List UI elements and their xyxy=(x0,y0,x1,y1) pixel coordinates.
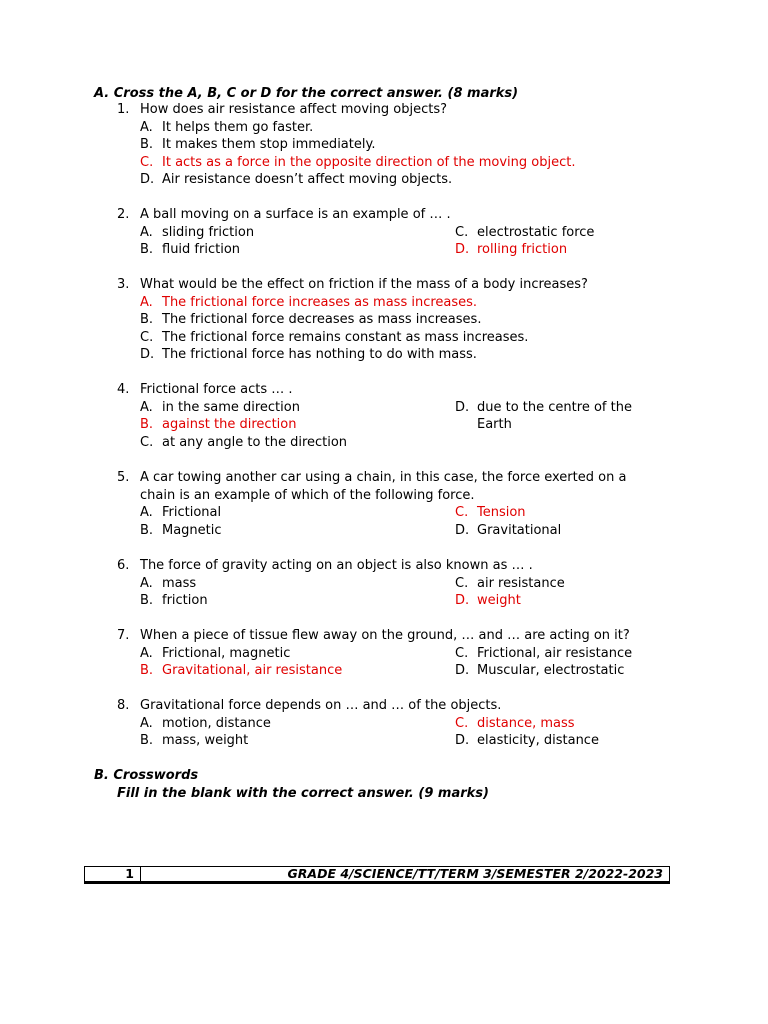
question-number: 4. xyxy=(117,382,130,397)
option-letter: B. xyxy=(140,663,154,678)
option-c[interactable] xyxy=(140,329,677,347)
option-c-correct[interactable] xyxy=(455,715,655,733)
option-letter: D. xyxy=(455,733,470,748)
option-letter: A. xyxy=(140,294,153,310)
option-a[interactable] xyxy=(140,575,455,593)
question-5 xyxy=(117,469,677,539)
option-text: distance, mass xyxy=(477,715,575,731)
question-text: The force of gravity acting on an object is also known as … . xyxy=(140,558,533,573)
page-number: 1 xyxy=(85,867,141,881)
option-text: against the direction xyxy=(162,417,297,432)
option-letter: C. xyxy=(140,329,154,345)
section-a-title: A. Cross the A, B, C or D for the correct answer. (8 marks) xyxy=(94,86,519,101)
option-d[interactable] xyxy=(140,171,677,189)
option-text: Frictional, magnetic xyxy=(162,645,291,661)
option-letter: B. xyxy=(140,417,154,432)
option-text: mass xyxy=(162,575,197,591)
option-b[interactable] xyxy=(140,136,677,154)
option-c[interactable] xyxy=(455,645,655,663)
option-c[interactable] xyxy=(455,224,655,242)
option-letter: D. xyxy=(455,242,470,257)
option-letter: A. xyxy=(140,505,153,520)
option-text: fluid friction xyxy=(162,242,241,257)
option-text: rolling friction xyxy=(477,242,568,257)
option-text: It helps them go faster. xyxy=(162,119,314,135)
option-d[interactable] xyxy=(455,662,655,680)
option-d[interactable] xyxy=(455,522,655,540)
option-letter: C. xyxy=(455,575,469,591)
option-text: It acts as a force in the opposite direction of the moving object. xyxy=(162,154,576,170)
option-text: air resistance xyxy=(477,575,565,591)
option-letter: B. xyxy=(140,312,154,327)
option-a[interactable] xyxy=(140,645,455,663)
page-footer xyxy=(84,866,670,884)
option-a[interactable] xyxy=(140,399,455,417)
option-letter: A. xyxy=(140,575,153,591)
question-6 xyxy=(117,557,677,610)
option-b[interactable] xyxy=(140,241,455,259)
option-text: sliding friction xyxy=(162,224,255,240)
question-text: How does air resistance affect moving objects? xyxy=(140,102,448,117)
option-letter: B. xyxy=(140,733,154,748)
option-text: Magnetic xyxy=(162,522,222,538)
option-letter: B. xyxy=(140,593,154,608)
option-letter: A. xyxy=(140,224,153,240)
option-text: Frictional xyxy=(162,505,222,520)
option-letter: C. xyxy=(140,154,154,170)
question-number: 6. xyxy=(117,558,130,573)
question-text: Gravitational force depends on … and … of the objects. xyxy=(140,698,502,713)
option-text: The frictional force has nothing to do with mass. xyxy=(162,347,477,362)
option-letter: D. xyxy=(455,399,470,415)
option-letter: B. xyxy=(140,242,154,257)
option-d[interactable] xyxy=(140,346,677,364)
question-7 xyxy=(117,627,677,680)
option-text: Gravitational, air resistance xyxy=(162,663,343,678)
section-b-title: B. Crosswords xyxy=(94,768,199,783)
option-text: mass, weight xyxy=(162,733,249,748)
option-d[interactable] xyxy=(455,732,655,750)
option-b[interactable] xyxy=(140,522,455,540)
option-b[interactable] xyxy=(140,311,677,329)
question-4 xyxy=(117,381,677,451)
option-text: Frictional, air resistance xyxy=(477,645,633,661)
option-text: The frictional force increases as mass increases. xyxy=(162,294,478,310)
question-number: 2. xyxy=(117,207,130,222)
option-letter: A. xyxy=(140,119,153,135)
question-number: 3. xyxy=(117,277,130,292)
option-c-correct[interactable] xyxy=(140,154,677,172)
option-a[interactable] xyxy=(140,224,455,242)
option-d[interactable] xyxy=(455,399,650,434)
option-letter: C. xyxy=(455,505,469,520)
option-b[interactable] xyxy=(140,592,455,610)
option-b-correct[interactable] xyxy=(140,416,455,434)
option-letter: D. xyxy=(140,347,155,362)
option-text: Air resistance doesn’t affect moving objects. xyxy=(162,172,453,187)
question-8 xyxy=(117,697,677,750)
option-text: electrostatic force xyxy=(477,224,595,240)
option-d-correct[interactable] xyxy=(455,241,655,259)
question-1 xyxy=(117,101,677,189)
option-text: The frictional force decreases as mass increases. xyxy=(162,312,482,327)
option-letter: D. xyxy=(455,593,470,608)
question-text: A car towing another car using a chain, in this case, the force exerted on a chain is an example of which of the following force. xyxy=(140,470,627,503)
option-b[interactable] xyxy=(140,732,455,750)
question-number: 7. xyxy=(117,628,130,643)
option-letter: C. xyxy=(455,715,469,731)
option-text: motion, distance xyxy=(162,715,271,731)
option-text: friction xyxy=(162,593,208,608)
option-c[interactable] xyxy=(140,434,455,452)
option-letter: B. xyxy=(140,137,154,152)
option-a-correct[interactable] xyxy=(140,294,677,312)
footer-text: GRADE 4/SCIENCE/TT/TERM 3/SEMESTER 2/2022-2023 xyxy=(287,866,663,881)
option-letter: A. xyxy=(140,399,153,415)
question-number: 5. xyxy=(117,470,130,485)
option-text: Tension xyxy=(477,505,526,520)
option-text: It makes them stop immediately. xyxy=(162,137,376,152)
option-text: weight xyxy=(477,593,521,608)
question-text: Frictional force acts … . xyxy=(140,382,293,397)
option-text: Gravitational xyxy=(477,522,562,538)
option-a[interactable] xyxy=(140,504,455,522)
option-c-correct[interactable] xyxy=(455,504,655,522)
option-letter: B. xyxy=(140,522,154,538)
option-text: due to the centre of the Earth xyxy=(477,399,632,432)
option-letter: C. xyxy=(140,434,154,450)
question-3 xyxy=(117,276,677,364)
question-2 xyxy=(117,206,677,259)
question-text: What would be the effect on friction if the mass of a body increases? xyxy=(140,277,588,292)
option-b-correct[interactable] xyxy=(140,662,455,680)
question-number: 1. xyxy=(117,102,130,117)
section-b-subtitle: Fill in the blank with the correct answer. (9 marks) xyxy=(117,786,489,801)
question-text: A ball moving on a surface is an example of … . xyxy=(140,207,451,222)
option-text: in the same direction xyxy=(162,399,300,415)
option-text: at any angle to the direction xyxy=(162,434,348,450)
option-text: The frictional force remains constant as mass increases. xyxy=(162,329,529,345)
option-letter: C. xyxy=(455,224,469,240)
option-letter: D. xyxy=(140,172,155,187)
option-letter: C. xyxy=(455,645,469,661)
option-c[interactable] xyxy=(455,575,655,593)
option-text: Muscular, electrostatic xyxy=(477,663,625,678)
option-a[interactable] xyxy=(140,119,677,137)
option-d-correct[interactable] xyxy=(455,592,655,610)
option-letter: A. xyxy=(140,645,153,661)
option-letter: D. xyxy=(455,663,470,678)
question-text: When a piece of tissue flew away on the ground, … and … are acting on it? xyxy=(140,628,630,643)
option-letter: A. xyxy=(140,715,153,731)
option-text: elasticity, distance xyxy=(477,733,599,748)
option-a[interactable] xyxy=(140,715,455,733)
option-letter: D. xyxy=(455,522,470,538)
question-number: 8. xyxy=(117,698,130,713)
